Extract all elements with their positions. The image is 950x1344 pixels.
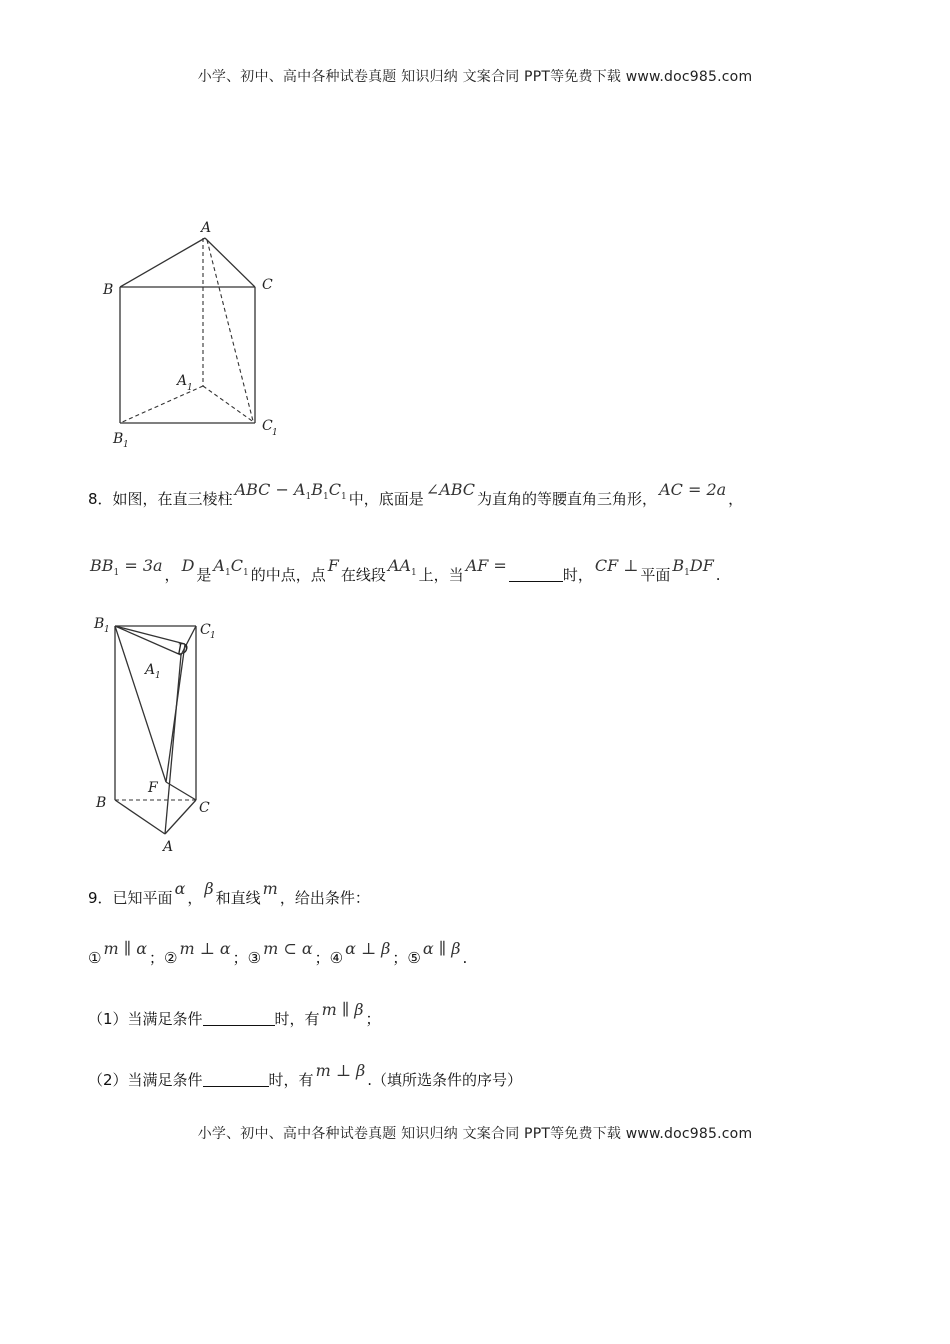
- q9-part-1-math: m ∥ β: [321, 1000, 364, 1019]
- label-F: F: [148, 780, 158, 796]
- edge-CA: [165, 800, 196, 834]
- condition-4: α ⊥ β: [345, 939, 391, 958]
- q8-math-aa1: $AA_1$: [387, 556, 417, 579]
- q9-part-1: [88, 1000, 381, 1029]
- q9-conditions: [88, 939, 468, 968]
- label-C1-sub: 1: [272, 428, 278, 438]
- q9-part-1-label: （1）当满足条件: [88, 1010, 203, 1028]
- q9-part-2-mid: 时，有: [268, 1071, 314, 1089]
- edge-FC: [166, 782, 196, 800]
- q8-text-2: 中，底面是: [348, 490, 424, 508]
- prism-2-diagram: [88, 606, 228, 858]
- diagonal-AC1-dashed: [207, 240, 253, 421]
- q9-text-2: ，: [187, 889, 203, 907]
- label-B1: B: [113, 431, 124, 447]
- condition-5: α ∥ β: [422, 939, 461, 958]
- q9-text-4: ，给出条件：: [279, 889, 370, 907]
- q8-math-af: AF =: [465, 556, 507, 575]
- condition-3-mark: ；③: [232, 949, 262, 967]
- q9-math-m: m: [262, 879, 278, 898]
- label-A1-sub: 1: [187, 383, 193, 393]
- q8-math-prism: ABC − $A_1B_1C_1$: [234, 480, 347, 503]
- q9-number: 9．: [88, 889, 113, 907]
- figure-prism-1: [95, 210, 295, 450]
- condition-4-mark: ；④: [314, 949, 344, 967]
- q8-answer-blank[interactable]: [509, 566, 563, 582]
- edge-DF: [166, 644, 185, 782]
- label-A: A: [163, 839, 174, 855]
- q9-part-1-end: ；: [365, 1010, 381, 1028]
- condition-2: m ⊥ α: [179, 939, 231, 958]
- label-A1-sub: 1: [155, 671, 161, 681]
- q8-text-10: 时，: [562, 566, 593, 584]
- condition-5-mark: ；⑤: [392, 949, 421, 967]
- label-C1: C: [262, 418, 273, 434]
- label-C1-sub: 1: [210, 631, 216, 641]
- edge-BA: [120, 238, 205, 287]
- figure-prism-2: [88, 606, 228, 858]
- label-C: C: [262, 277, 273, 293]
- q8-text-11: 平面: [640, 566, 671, 584]
- label-C: C: [199, 800, 210, 816]
- label-A1: A: [177, 373, 188, 389]
- q9-part-1-blank[interactable]: [203, 1010, 275, 1026]
- conditions-end: .: [462, 949, 468, 967]
- q8-math-f: F: [327, 556, 339, 575]
- q9-part-2-end: .（填所选条件的序号）: [367, 1071, 522, 1089]
- q9-part-2-label: （2）当满足条件: [88, 1071, 203, 1089]
- edge-B1F: [115, 626, 166, 782]
- q9-part-2-math: m ⊥ β: [315, 1061, 366, 1080]
- q8-text-3: 为直角的等腰直角三角形，: [477, 490, 658, 508]
- q8-text-8: 在线段: [340, 566, 386, 584]
- condition-1: m ∥ α: [103, 939, 147, 958]
- label-C1: C: [200, 622, 211, 638]
- edge-A1C1-dashed: [203, 386, 255, 423]
- edge-BA: [115, 800, 165, 834]
- q8-text-12: .: [715, 566, 721, 584]
- q9-text-3: 和直线: [215, 889, 261, 907]
- q8-math-cf: CF ⊥: [594, 556, 639, 575]
- q9-part-2: [88, 1061, 522, 1090]
- q8-line-2: [88, 556, 721, 587]
- q9-math-beta: β: [204, 879, 214, 898]
- label-B1-sub: 1: [104, 625, 110, 635]
- q8-text-9: 上，当: [418, 566, 464, 584]
- label-A: A: [201, 220, 212, 236]
- q8-math-angle: ∠ABC: [425, 480, 476, 499]
- q8-math-plane: $B_1DF$: [672, 556, 714, 579]
- condition-3: m ⊂ α: [263, 939, 313, 958]
- label-B1-sub: 1: [123, 440, 129, 450]
- q9-part-1-mid: 时，有: [274, 1010, 320, 1028]
- q8-line-1: [88, 480, 744, 511]
- q8-text-4: ，: [728, 490, 744, 508]
- condition-2-mark: ；②: [149, 949, 178, 967]
- q9-math-alpha: α: [174, 879, 186, 898]
- q8-math-bb1: $BB_1 = 3a$: [90, 556, 163, 579]
- q9-part-2-blank[interactable]: [203, 1071, 269, 1087]
- q8-math-d: D: [181, 556, 195, 575]
- label-A1: A: [145, 662, 156, 678]
- q8-math-ac: AC = 2a: [659, 480, 727, 499]
- label-D: D: [177, 642, 189, 658]
- q8-text-7: 的中点，点: [250, 566, 326, 584]
- q9-line-1: [88, 879, 370, 908]
- q8-text-6: 是: [196, 566, 212, 584]
- edge-A1A: [165, 655, 181, 834]
- q8-number: 8．: [88, 490, 113, 508]
- label-B1: B: [94, 616, 105, 632]
- label-B: B: [96, 795, 107, 811]
- prism-1-diagram: [95, 210, 295, 450]
- q8-text-1: 如图，在直三棱柱: [112, 490, 233, 508]
- label-B: B: [103, 282, 114, 298]
- q8-text-5: ，: [164, 566, 180, 584]
- page-header: 小学、初中、高中各种试卷真题 知识归纳 文案合同 PPT等免费下载 www.doc985.com: [197, 69, 753, 85]
- condition-1-mark: ①: [88, 949, 102, 967]
- page-footer: 小学、初中、高中各种试卷真题 知识归纳 文案合同 PPT等免费下载 www.doc985.com: [197, 1126, 753, 1142]
- q8-math-a1c1: $A_1C_1$: [213, 556, 249, 579]
- q9-text-1: 已知平面: [112, 889, 173, 907]
